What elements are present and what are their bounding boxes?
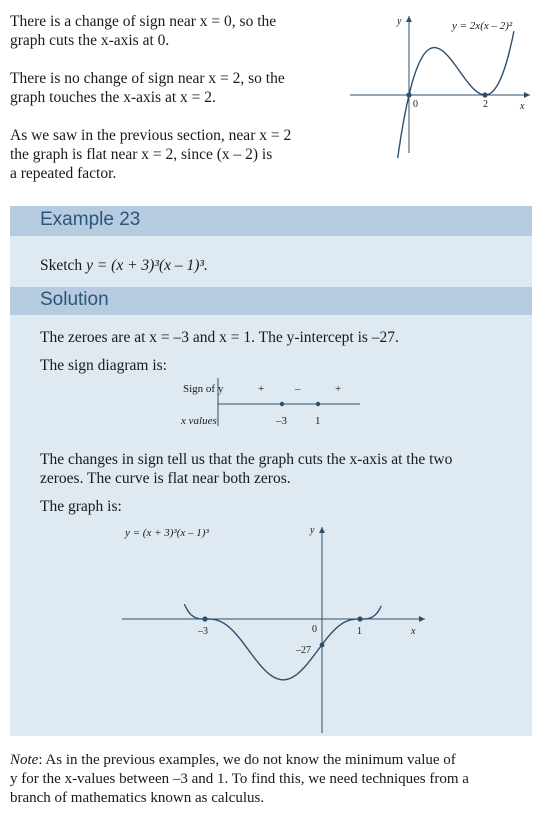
bottom-graph-y-arrow: [319, 527, 325, 533]
example-title: Example 23: [40, 209, 141, 230]
sign-xvalue-left: –3: [276, 415, 287, 427]
intro-p3-line3: a repeated factor.: [10, 165, 117, 182]
intro-p1-line2: graph cuts the x-axis at 0.: [10, 32, 170, 49]
sign-plus-right: +: [335, 383, 342, 395]
solution-title: Solution: [40, 289, 109, 310]
sign-diagram-intro: The sign diagram is:: [40, 357, 167, 374]
top-graph-x-label: x: [520, 101, 525, 112]
sign-diagram-point-1: [280, 402, 284, 406]
changes-line2: zeroes. The curve is flat near both zeros.: [40, 470, 291, 487]
bottom-graph-right-root: [357, 616, 362, 621]
intro-paragraph-1: [10, 12, 276, 50]
bottom-graph-intercept: [320, 643, 325, 648]
note-paragraph: [10, 751, 469, 808]
sign-diagram-point-2: [316, 402, 320, 406]
sign-plus-left: +: [258, 383, 265, 395]
bottom-graph-x-arrow: [419, 616, 425, 622]
example-task-prefix: Sketch: [40, 257, 87, 274]
intro-p3-line1: As we saw in the previous section, near x = 2: [10, 127, 292, 144]
intro-p1-line1: There is a change of sign near x = 0, so the: [10, 13, 277, 30]
note-line1-wrapper: [10, 751, 469, 770]
changes-text: [40, 450, 452, 488]
example-task-equation: y = (x + 3)³(x – 1)³.: [86, 257, 208, 274]
intro-p3-line2: the graph is flat near x = 2, since (x – 2) is: [10, 146, 273, 163]
intro-paragraph-2: [10, 69, 285, 107]
top-graph-y-arrow: [406, 16, 412, 22]
bottom-graph-equation: y = (x + 3)³(x – 1)³: [125, 527, 209, 539]
bottom-graph-origin-label: 0: [312, 624, 317, 635]
top-graph-equation: y = 2x(x – 2)²: [452, 20, 513, 32]
sign-diagram: [175, 376, 365, 428]
bottom-graph-x-label: x: [411, 626, 416, 637]
example-task: [40, 256, 208, 275]
top-graph-root-label: 2: [483, 99, 488, 110]
bottom-graph-right-root-label: 1: [357, 626, 362, 637]
intro-p2-line1: There is no change of sign near x = 2, so the: [10, 70, 285, 87]
zeroes-text: The zeroes are at x = –3 and x = 1. The y-intercept is –27.: [40, 329, 399, 346]
bottom-graph: [100, 515, 440, 735]
intro-p2-line2: graph touches the x-axis at x = 2.: [10, 89, 216, 106]
top-graph: [340, 8, 540, 158]
top-graph-origin-label: 0: [413, 99, 418, 110]
bottom-graph-y-label: y: [310, 525, 315, 536]
bottom-graph-curve: [184, 604, 381, 680]
note-line3: branch of mathematics known as calculus.: [10, 790, 265, 806]
top-graph-origin-point: [406, 92, 411, 97]
note-line2: y for the x-values between –3 and 1. To find this, we need techniques from a: [10, 771, 469, 787]
bottom-graph-left-root-label: –3: [198, 626, 208, 637]
intro-paragraph-3: [10, 126, 291, 183]
note-line1: : As in the previous examples, we do not know the minimum value of: [38, 752, 456, 768]
top-graph-root-point: [482, 92, 487, 97]
top-graph-x-arrow: [524, 92, 530, 98]
bottom-graph-intercept-label: –27: [296, 645, 311, 656]
sign-minus-middle: –: [295, 383, 301, 395]
xvalues-row-label: x values: [181, 415, 217, 427]
top-graph-y-label: y: [397, 16, 402, 27]
bottom-graph-left-root: [202, 616, 207, 621]
sign-xvalue-right: 1: [315, 415, 321, 427]
sign-row-label: Sign of y: [183, 383, 224, 395]
note-label: Note: [10, 752, 39, 768]
changes-line1: The changes in sign tell us that the graph cuts the x-axis at the two: [40, 451, 453, 468]
graph-intro: The graph is:: [40, 498, 122, 515]
